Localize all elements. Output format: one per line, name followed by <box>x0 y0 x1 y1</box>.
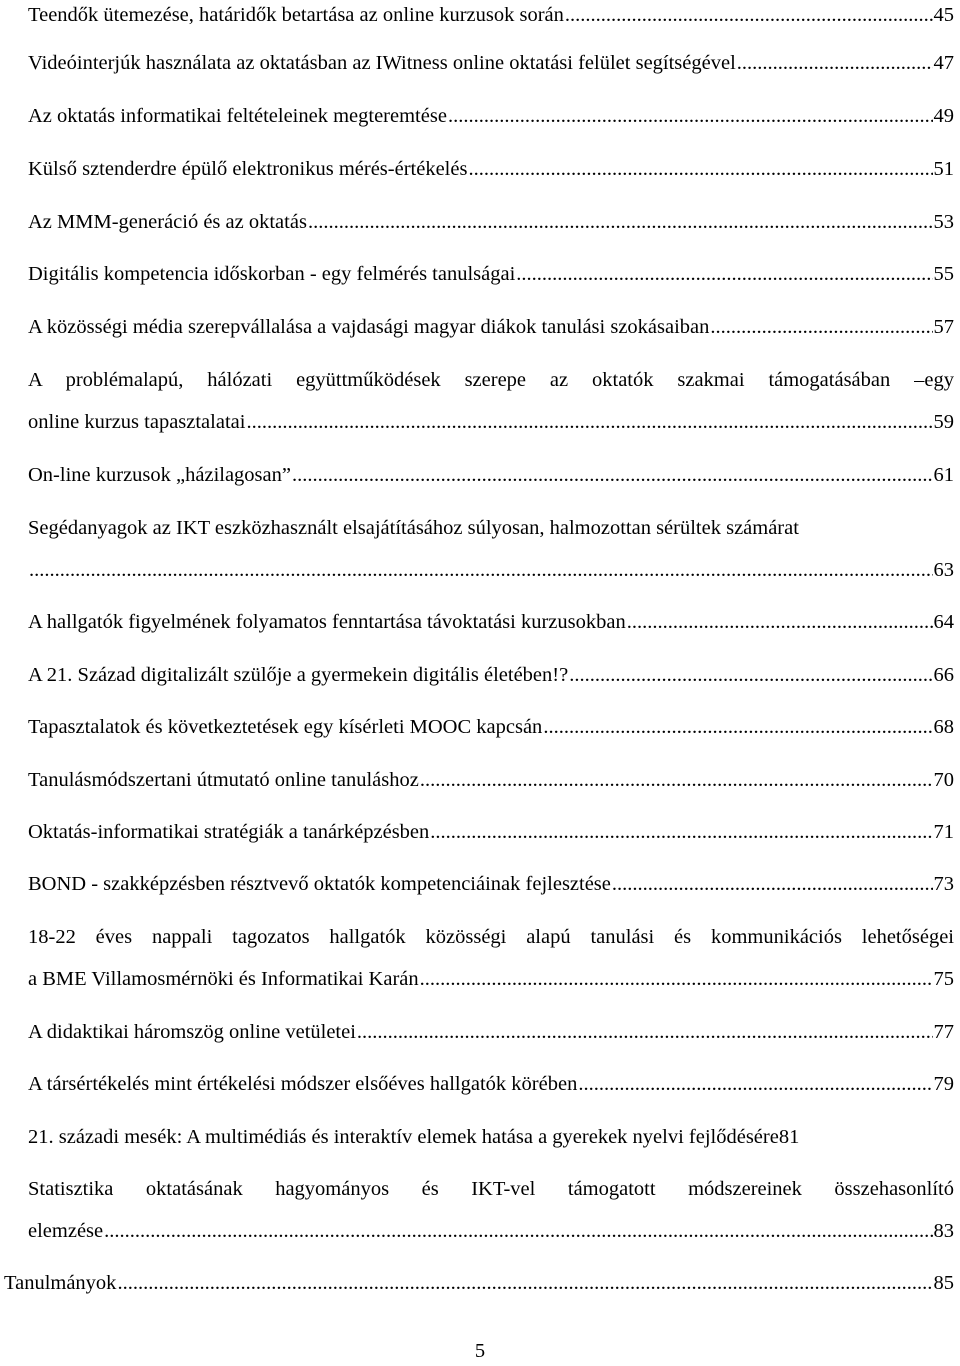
toc-entry-page: 75 <box>933 968 954 990</box>
toc-entry[interactable] <box>28 712 954 742</box>
dot-leader <box>578 1069 932 1099</box>
toc-entry[interactable] <box>28 312 954 342</box>
toc-entry[interactable] <box>28 154 954 184</box>
toc-entry-title-line1: A problémalapú, hálózati együttműködések szerepe az oktatók szakmai támogatásában –egy <box>28 369 954 391</box>
dot-leader <box>420 964 933 994</box>
toc-entry-title: Az MMM-generáció és az oktatás <box>28 211 307 233</box>
toc-entry-page: 51 <box>933 158 954 180</box>
toc-entry-page: 61 <box>933 464 954 486</box>
toc-entry-page: 63 <box>933 559 954 581</box>
toc-entry-title-line1: Statisztika oktatásának hagyományos és IKT-vel támogatott módszereinek összehasonlító <box>28 1178 954 1200</box>
toc-entry-page: 81 <box>778 1126 800 1148</box>
toc-entry[interactable] <box>28 259 954 289</box>
toc-entry[interactable] <box>28 922 954 994</box>
toc-section-title: Tanulmányok <box>4 1272 117 1294</box>
dot-leader <box>737 48 933 78</box>
toc-entry-title: Az oktatás informatikai feltételeinek megteremtése <box>28 105 447 127</box>
toc-entry-title: Külső sztenderdre épülő elektronikus mérés-értékelés <box>28 158 468 180</box>
toc-entry-title-line2: a BME Villamosmérnöki és Informatikai Karán <box>28 968 419 990</box>
toc-entry[interactable] <box>28 460 954 490</box>
toc-entry[interactable] <box>28 607 954 637</box>
toc-entry-page: 53 <box>933 211 954 233</box>
toc-entry[interactable] <box>28 817 954 847</box>
toc-entry[interactable] <box>28 101 954 131</box>
dot-leader <box>710 312 932 342</box>
toc-entry-page: 57 <box>933 316 954 338</box>
toc-entry[interactable] <box>28 765 954 795</box>
page-number: 5 <box>474 1340 486 1362</box>
toc-entry[interactable] <box>28 660 954 690</box>
dot-leader <box>104 1216 932 1246</box>
toc-entry[interactable] <box>28 1122 954 1152</box>
toc-entry-title: Teendők ütemezése, határidők betartása az online kurzusok során <box>28 4 564 26</box>
toc-entry-page: 83 <box>933 1220 954 1242</box>
toc-entry[interactable] <box>28 365 954 437</box>
toc-entry-page: 55 <box>933 263 954 285</box>
toc-entry-page: 64 <box>933 611 954 633</box>
toc-entry-title: BOND - szakképzésben résztvevő oktatók kompetenciáinak fejlesztése <box>28 873 611 895</box>
toc-entry-title: Oktatás-informatikai stratégiák a tanárképzésben <box>28 821 430 843</box>
toc-entry-title: A társértékelés mint értékelési módszer elsőéves hallgatók körében <box>28 1073 578 1095</box>
toc-entry-page: 71 <box>933 821 954 843</box>
toc-entry[interactable] <box>28 1174 954 1246</box>
toc-entry-title-line2: elemzése <box>28 1220 104 1242</box>
toc-entry-title-line1: Segédanyagok az IKT eszközhasznált elsajátításához súlyosan, halmozottan sérültek számárat <box>28 517 799 539</box>
dot-leader <box>543 712 932 742</box>
toc-section-entry[interactable] <box>4 1268 954 1298</box>
toc-entry-title: A didaktikai háromszög online vetületei <box>28 1021 356 1043</box>
toc-entry-page: 73 <box>933 873 954 895</box>
toc-entry-page: 49 <box>933 105 954 127</box>
dot-leader <box>430 817 932 847</box>
dot-leader <box>565 0 933 30</box>
toc-entry-title: Tanulásmódszertani útmutató online tanuláshoz <box>28 769 419 791</box>
toc-entry-title: 21. századi mesék: A multimédiás és interaktív elemek hatása a gyerekek nyelvi fejlődésére <box>28 1126 779 1148</box>
toc-entry-title: Digitális kompetencia időskorban - egy felmérés tanulságai <box>28 263 516 285</box>
dot-leader <box>308 207 933 237</box>
toc-entry[interactable] <box>28 48 954 78</box>
dot-leader <box>117 1268 932 1298</box>
toc-entry-title: Tapasztalatok és következtetések egy kísérleti MOOC kapcsán <box>28 716 543 738</box>
dot-leader <box>516 259 932 289</box>
dot-leader <box>246 407 932 437</box>
toc-entry[interactable] <box>28 1069 954 1099</box>
toc-entry-page: 45 <box>933 4 954 26</box>
toc-entry-page: 66 <box>933 664 954 686</box>
toc-entry-page: 47 <box>933 52 954 74</box>
toc-entry-title-line1: 18-22 éves nappali tagozatos hallgatók közösségi alapú tanulási és kommunikációs lehetőségei <box>28 926 954 948</box>
toc-entry-page: 68 <box>933 716 954 738</box>
toc-entry-page: 77 <box>933 1021 954 1043</box>
toc-entry-title: Videóinterjúk használata az oktatásban az IWitness online oktatási felület segítségével <box>28 52 736 74</box>
toc-entry-page: 79 <box>933 1073 954 1095</box>
toc-entry[interactable] <box>28 0 954 30</box>
toc-entry-title: A közösségi média szerepvállalása a vajdasági magyar diákok tanulási szokásaiban <box>28 316 710 338</box>
dot-leader <box>468 154 932 184</box>
toc-entry-title: A hallgatók figyelmének folyamatos fenntartása távoktatási kurzusokban <box>28 611 626 633</box>
dot-leader <box>612 869 933 899</box>
dot-leader <box>292 460 933 490</box>
toc-entry[interactable] <box>28 207 954 237</box>
toc-entry-page: 70 <box>933 769 954 791</box>
toc-entry[interactable] <box>28 869 954 899</box>
toc-entry-page: 59 <box>933 411 954 433</box>
toc-entry[interactable] <box>28 1017 954 1047</box>
dot-leader <box>29 555 933 585</box>
toc-entry-title: A 21. Század digitalizált szülője a gyermekein digitális életében!? <box>28 664 569 686</box>
toc-entry-title-line2: online kurzus tapasztalatai <box>28 411 246 433</box>
toc-entry-title: On-line kurzusok „házilagosan” <box>28 464 291 486</box>
dot-leader <box>448 101 933 131</box>
dot-leader <box>627 607 933 637</box>
dot-leader <box>357 1017 933 1047</box>
toc-entry[interactable] <box>28 513 954 585</box>
toc-section-page: 85 <box>933 1272 954 1294</box>
dot-leader <box>569 660 932 690</box>
dot-leader <box>420 765 933 795</box>
